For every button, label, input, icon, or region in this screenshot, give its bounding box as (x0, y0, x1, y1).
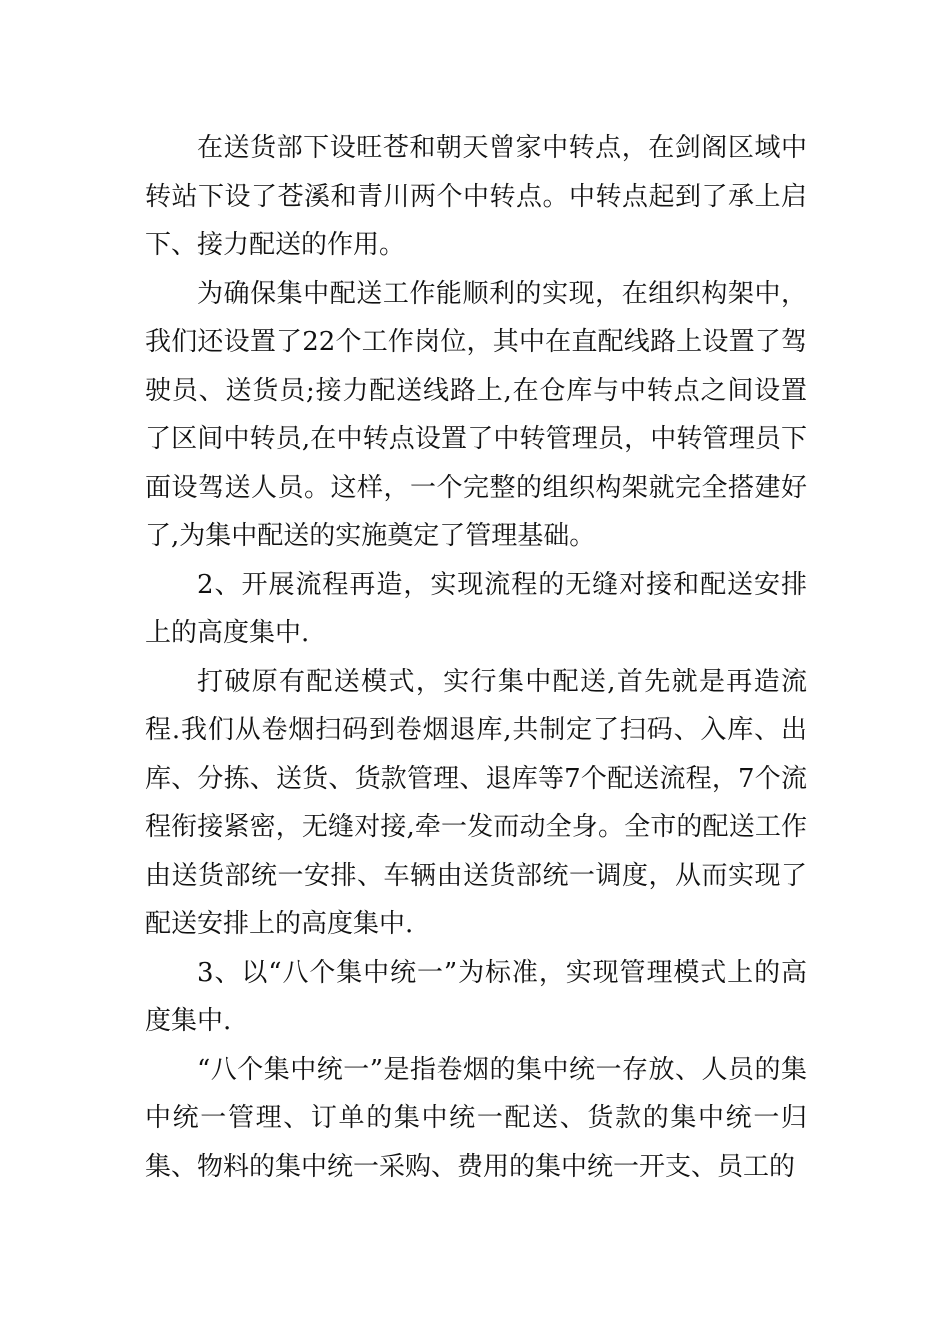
paragraph-transfer-points: 在送货部下设旺苍和朝天曾家中转点，在剑阁区域中转站下设了苍溪和青川两个中转点。中转点起到了承上启下、接力配送的作用。 (145, 133, 807, 260)
document-body (145, 124, 807, 1191)
paragraph-heading-process: 2、开展流程再造，实现流程的无缝对接和配送安排上的高度集中. (145, 569, 807, 648)
paragraph-org-structure: 为确保集中配送工作能顺利的实现，在组织构架中，我们还设置了22个工作岗位，其中在直配线路上设置了驾驶员、送货员;接力配送线路上,在仓库与中转点之间设置了区间中转员,在中转点设置了中转管理员，中转管理员下面设驾送人员。这样，一个完整的组织构架就完全搭建好了,为集中配送的实施奠定了管理基础。 (145, 278, 807, 551)
paragraph-process-reengineering: 打破原有配送模式，实行集中配送,首先就是再造流程.我们从卷烟扫码到卷烟退库,共制定了扫码、入库、出库、分拣、送货、货款管理、退库等7个配送流程，7个流程衔接紧密，无缝对接,牵一发而动全身。全市的配送工作由送货部统一安排、车辆由送货部统一调度，从而实现了配送安排上的高度集中. (145, 666, 807, 939)
paragraph-heading-eight-unified: 3、以“八个集中统一”为标准，实现管理模式上的高度集中. (145, 957, 807, 1036)
paragraph-eight-unified: “八个集中统一”是指卷烟的集中统一存放、人员的集中统一管理、订单的集中统一配送、货款的集中统一归集、物料的集中统一采购、费用的集中统一开支、员工的 (145, 1054, 807, 1182)
